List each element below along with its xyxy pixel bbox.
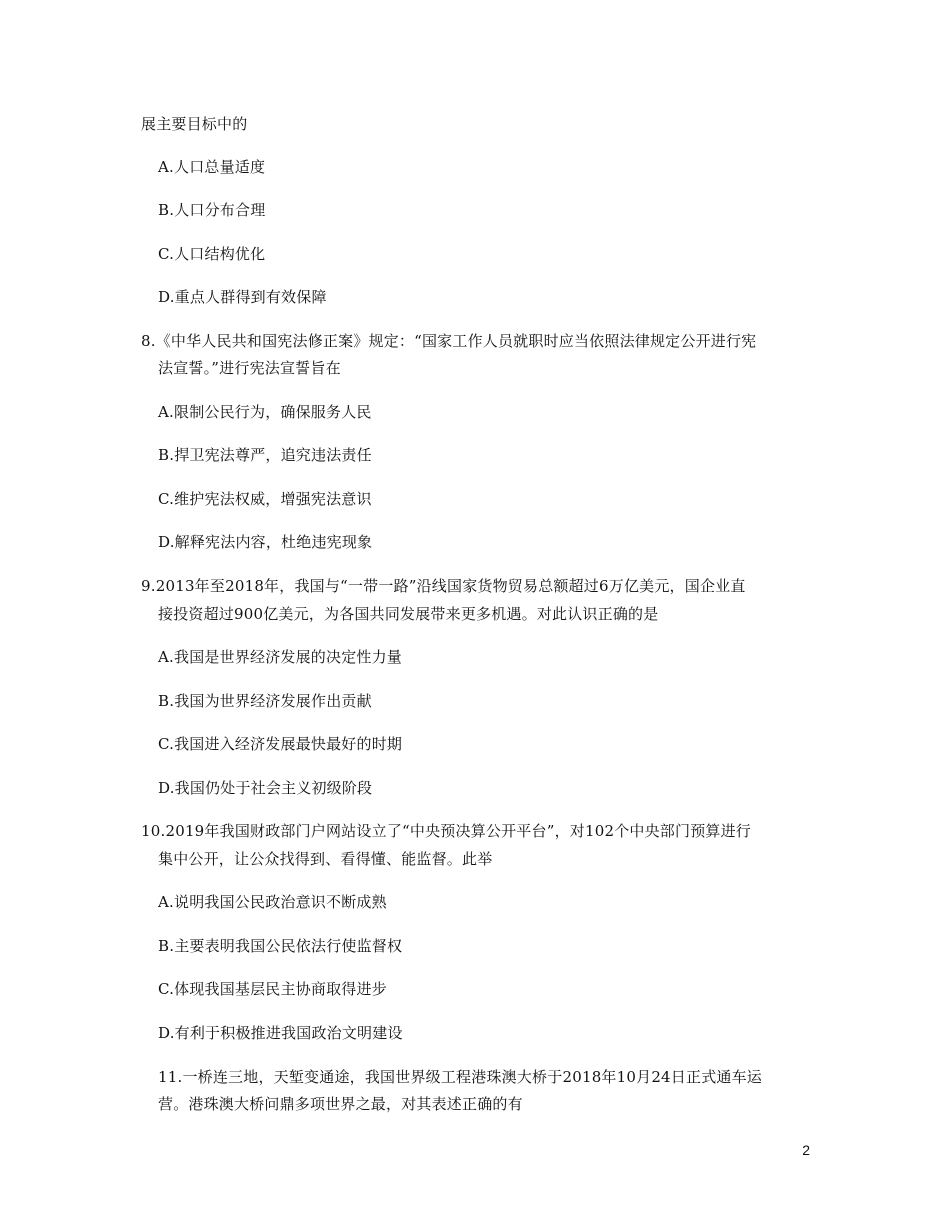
question-10-option-a: A.说明我国公民政治意识不断成熟 [158, 893, 387, 911]
question-7-option-d: D.重点人群得到有效保障 [158, 288, 327, 306]
question-10-stem-line-2: 集中公开，让公众找得到、看得懂、能监督。此举 [158, 850, 493, 868]
question-10-option-b: B.主要表明我国公民依法行使监督权 [158, 937, 403, 955]
question-10-stem-line-1: 10.2019年我国财政部门户网站设立了“中央预决算公开平台”，对102个中央部门预算进行 [141, 822, 751, 840]
question-8-stem-line-1: 8.《中华人民共和国宪法修正案》规定：“国家工作人员就职时应当依照法律规定公开进行宪 [141, 332, 757, 350]
question-7-option-c: C.人口结构优化 [158, 245, 266, 263]
question-10-option-c: C.体现我国基层民主协商取得进步 [158, 980, 387, 998]
question-9-option-a: A.我国是世界经济发展的决定性力量 [158, 648, 403, 666]
question-8-stem-line-2: 法宣誓。”进行宪法宣誓旨在 [158, 359, 341, 377]
question-9-stem-line-2: 接投资超过900亿美元，为各国共同发展带来更多机遇。对此认识正确的是 [158, 605, 659, 623]
question-8-option-a: A.限制公民行为，确保服务人民 [158, 403, 372, 421]
question-8-option-b: B.捍卫宪法尊严，追究违法责任 [158, 446, 372, 464]
question-11-stem-line-2: 营。港珠澳大桥问鼎多项世界之最，对其表述正确的有 [158, 1095, 523, 1113]
question-7-option-b: B.人口分布合理 [158, 201, 266, 219]
question-7-option-a: A.人口总量适度 [158, 158, 266, 176]
question-7-stem-tail: 展主要目标中的 [141, 115, 248, 133]
question-11-stem-line-1: 11.一桥连三地，天堑变通途，我国世界级工程港珠澳大桥于2018年10月24日正式通车运 [158, 1068, 763, 1086]
question-9-option-b: B.我国为世界经济发展作出贡献 [158, 692, 372, 710]
question-8-option-c: C.维护宪法权威，增强宪法意识 [158, 490, 372, 508]
question-10-option-d: D.有利于积极推进我国政治文明建设 [158, 1024, 403, 1042]
question-9-option-d: D.我国仍处于社会主义初级阶段 [158, 779, 373, 797]
question-9-stem-line-1: 9.2013年至2018年，我国与“一带一路”沿线国家货物贸易总额超过6万亿美元，国企业直 [141, 577, 746, 595]
question-8-option-d: D.解释宪法内容，杜绝违宪现象 [158, 533, 373, 551]
page-number: 2 [802, 1142, 810, 1158]
question-9-option-c: C.我国进入经济发展最快最好的时期 [158, 735, 403, 753]
